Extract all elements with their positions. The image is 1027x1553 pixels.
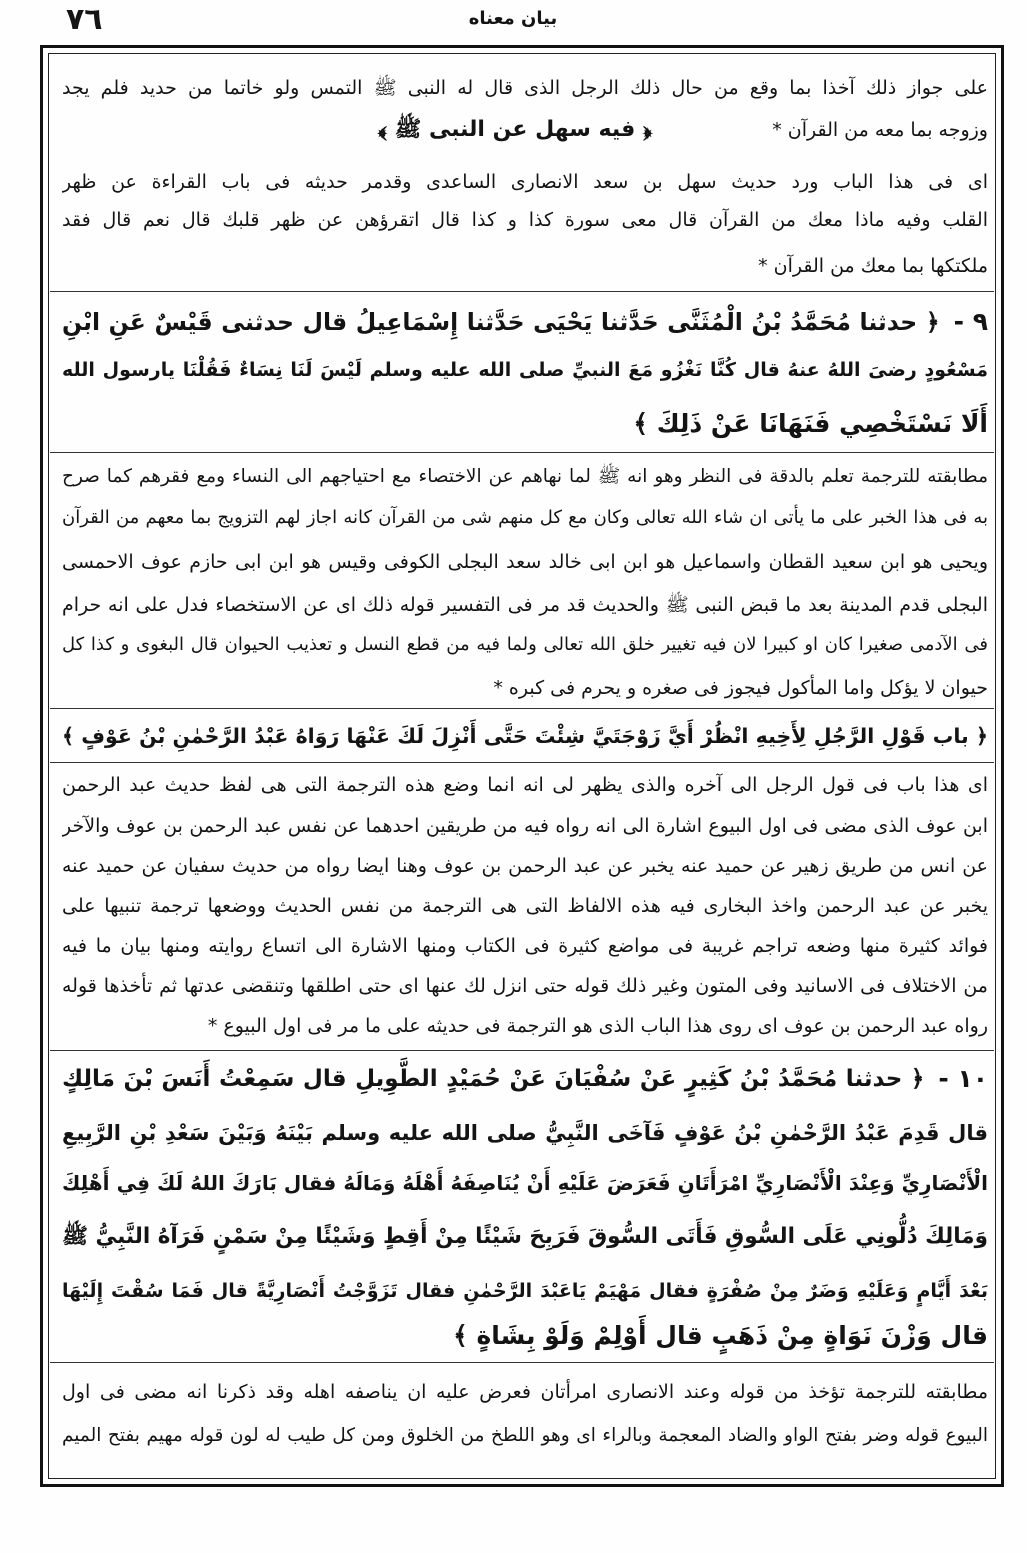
commentary-line: البيوع قوله وضر بفتح الواو والضاد المعجمة وبالراء اى وهو اللطخ من الخلوق ومن كل طيب له لون قوله مهيم بفتح الميم [62, 1425, 988, 1446]
commentary-line: رواه عبد الرحمن بن عوف اى روى هذا الباب الذى هو الترجمة فى حديثه على ما مر فى اول البيوع * [207, 1015, 988, 1037]
commentary-line: به فى هذا الخبر على ما يأتى ان شاء الله تعالى وكان مع كل منهم شى من القرآن كانه اجاز لهم التزويج بما معهم من القرآن [62, 507, 988, 528]
hadith-number: ٩ - [953, 307, 988, 336]
section-heading: ﴿ فيه سهل عن النبى ﷺ ﴾ [378, 117, 652, 142]
commentary-line: اى فى هذا الباب ورد حديث سهل بن سعد الانصارى الساعدى وقدمر حديثه فى باب القراءة عن ظهر [62, 171, 988, 193]
hadith-number: ١٠ - [938, 1064, 988, 1093]
horizontal-rule [50, 452, 994, 453]
commentary-line: حيوان لا يؤكل واما المأكول فيجوز فى صغره و يحرم فى كبره * [493, 677, 988, 699]
horizontal-rule [50, 708, 994, 709]
hadith-line: بَعْدَ أَيَّامٍ وَعَلَيْهِ وَضَرٌ مِنْ صُفْرَةٍ فقال مَهْيَمْ يَاعَبْدَ الرَّحْمٰنِ فقال تَزَوَّجْتُ أَنْصَارِيَّةً قال فَمَا سُقْتَ إِلَيْهَا [62, 1280, 988, 1302]
hadith-line: أَلَا نَسْتَخْصِي فَنَهَانَا عَنْ ذَلِكَ ﴾ [633, 409, 988, 438]
commentary-line: وزوجه بما معه من القرآن * [772, 119, 988, 141]
hadith-line: قال وَزْنَ نَوَاةٍ مِنْ ذَهَبٍ قال أَوْلِمْ وَلَوْ بِشَاةٍ ﴾ [453, 1321, 988, 1350]
commentary-line: فى الآدمى صغيرا كان او كبيرا لان فيه تغيير خلق الله تعالى ولما فيه من قطع النسل و تعذيب الحيوان قال البغوى و كذا كل [62, 634, 988, 655]
commentary-line: عن انس من طريق زهير عن حميد عنه يخبر عن عبد الرحمن بن عوف وهنا ايضا رواه من حديث سفيان عن حميد عنه [62, 855, 988, 877]
horizontal-rule [50, 1050, 994, 1051]
commentary-line: مطابقته للترجمة تعلم بالدقة فى النظر وهو انه ﷺ لما نهاهم عن الاختصاء مع احتياجهم الى النساء ومع فقرهم كما صرح [62, 466, 988, 487]
commentary-line: القلب وفيه ماذا معك من القرآن قال معى سورة كذا و كذا قال اتقرؤهن عن ظهر قلبك قال نعم قال فقد [62, 209, 988, 231]
commentary-line: على جواز ذلك آخذا بما وقع من حال ذلك الرجل الذى قال له النبى ﷺ التمس ولو خاتما من حديد فلم يجد [62, 77, 988, 99]
commentary-line: ابن عوف الذى مضى فى اول البيوع اشارة الى انه رواه فيه من طريقين احدهما عن نفس عبد الرحمن بن عوف والآخر [62, 815, 988, 837]
commentary-line: ملكتكها بما معك من القرآن * [758, 255, 988, 277]
commentary-line: يخبر عن عبد الرحمن واخذ البخارى فيه هذه الالفاظ التى هى الترجمة من نفس الحديث ووضعها ترجمة تنبيها على [62, 895, 988, 917]
hadith-text: ﴿ حدثنا مُحَمَّدُ بْنُ كَثِيرٍ عَنْ سُفْيَانَ عَنْ حُمَيْدٍ الطَّوِيلِ قال سَمِعْتُ أَنَسَ بْنَ مَالِكٍ [62, 1066, 925, 1092]
hadith-line: الْأَنْصَارِيِّ وَعِنْدَ الْأَنْصَارِيِّ امْرَأَتَانِ فَعَرَضَ عَلَيْهِ أَنْ يُنَاصِفَهُ أَهْلَهُ وَمَالَهُ فقال بَارَكَ اللهُ لَكَ فِي أَهْلِكَ [62, 1171, 988, 1195]
hadith-line [62, 297, 988, 347]
horizontal-rule [50, 291, 994, 292]
commentary-line: مطابقته للترجمة تؤخذ من قوله وعند الانصارى امرأتان فعرض عليه ان يناصفه اهله وقد ذكرنا انه مضى فى اول [62, 1381, 988, 1403]
hadith-line: قال قَدِمَ عَبْدُ الرَّحْمٰنِ بْنُ عَوْفٍ فَآخَى النَّبِيُّ صلى الله عليه وسلم بَيْنَهُ وَبَيْنَ سَعْدِ بْنِ الرَّبِيعِ [62, 1121, 988, 1145]
page-number: ٧٦ [66, 2, 103, 37]
hadith-line [62, 1054, 988, 1104]
running-header: بيان معناه [468, 8, 558, 29]
commentary-line: اى هذا باب فى قول الرجل الى آخره والذى يظهر لى انه انما وضع هذه الترجمة التى هى لفظ حديث عبد الرحمن [62, 774, 988, 796]
horizontal-rule [50, 1362, 994, 1363]
commentary-line: ويحيى هو ابن سعيد القطان واسماعيل هو ابن ابى خالد سعد البجلى الكوفى وقيس هو ابن ابى حازم عوف الاحمسى [62, 551, 988, 573]
chapter-heading: ﴿ باب قَوْلِ الرَّجُلِ لِأَخِيهِ انْظُرْ أَيَّ زَوْجَتَيَّ شِئْتَ حَتَّى أَنْزِلَ لَكَ عَنْهَا رَوَاهُ عَبْدُ الرَّحْمٰنِ بْنُ عَوْفٍ ﴾ [62, 724, 988, 748]
commentary-line: البجلى قدم المدينة بعد ما قبض النبى ﷺ والحديث قد مر فى التفسير قوله ذلك اى عن الاستخصاء فدل على انه حرام [62, 594, 988, 616]
commentary-line: من الاختلاف فى الاسانيد وفى المتون وغير ذلك قوله حتى انزل لك عنها اى حتى اطلقها وتنقضى عدتها ثم تأخذها قوله [62, 975, 988, 997]
hadith-text: ﴿ حدثنا مُحَمَّدُ بْنُ الْمُثَنَّى حَدَّثنا يَحْيَى حَدَّثنا إِسْمَاعِيلُ قال حدثنى قَيْسٌ عَنِ ابْنِ [62, 308, 940, 336]
horizontal-rule [50, 762, 994, 763]
commentary-line: فوائد كثيرة منها وضعه تراجم غريبة فى مواضع كثيرة فى الكتاب ومنها الاشارة الى اتساع روايته ومنها بيان ما فيه [62, 935, 988, 957]
hadith-line: مَسْعُودٍ رضىَ اللهُ عنهُ قال كُنَّا نَغْزُو مَعَ النبيِّ صلى الله عليه وسلم لَيْسَ لَنَا نِسَاءٌ فَقُلْنَا يارسول الله [62, 359, 988, 381]
hadith-line: وَمَالِكَ دُلُّونِي عَلَى السُّوقِ فَأَتَى السُّوقَ فَرَبِحَ شَيْئًا مِنْ أَقِطٍ وَشَيْئًا مِنْ سَمْنٍ فَرَآهُ النَّبِيُّ ﷺ [62, 1224, 988, 1249]
